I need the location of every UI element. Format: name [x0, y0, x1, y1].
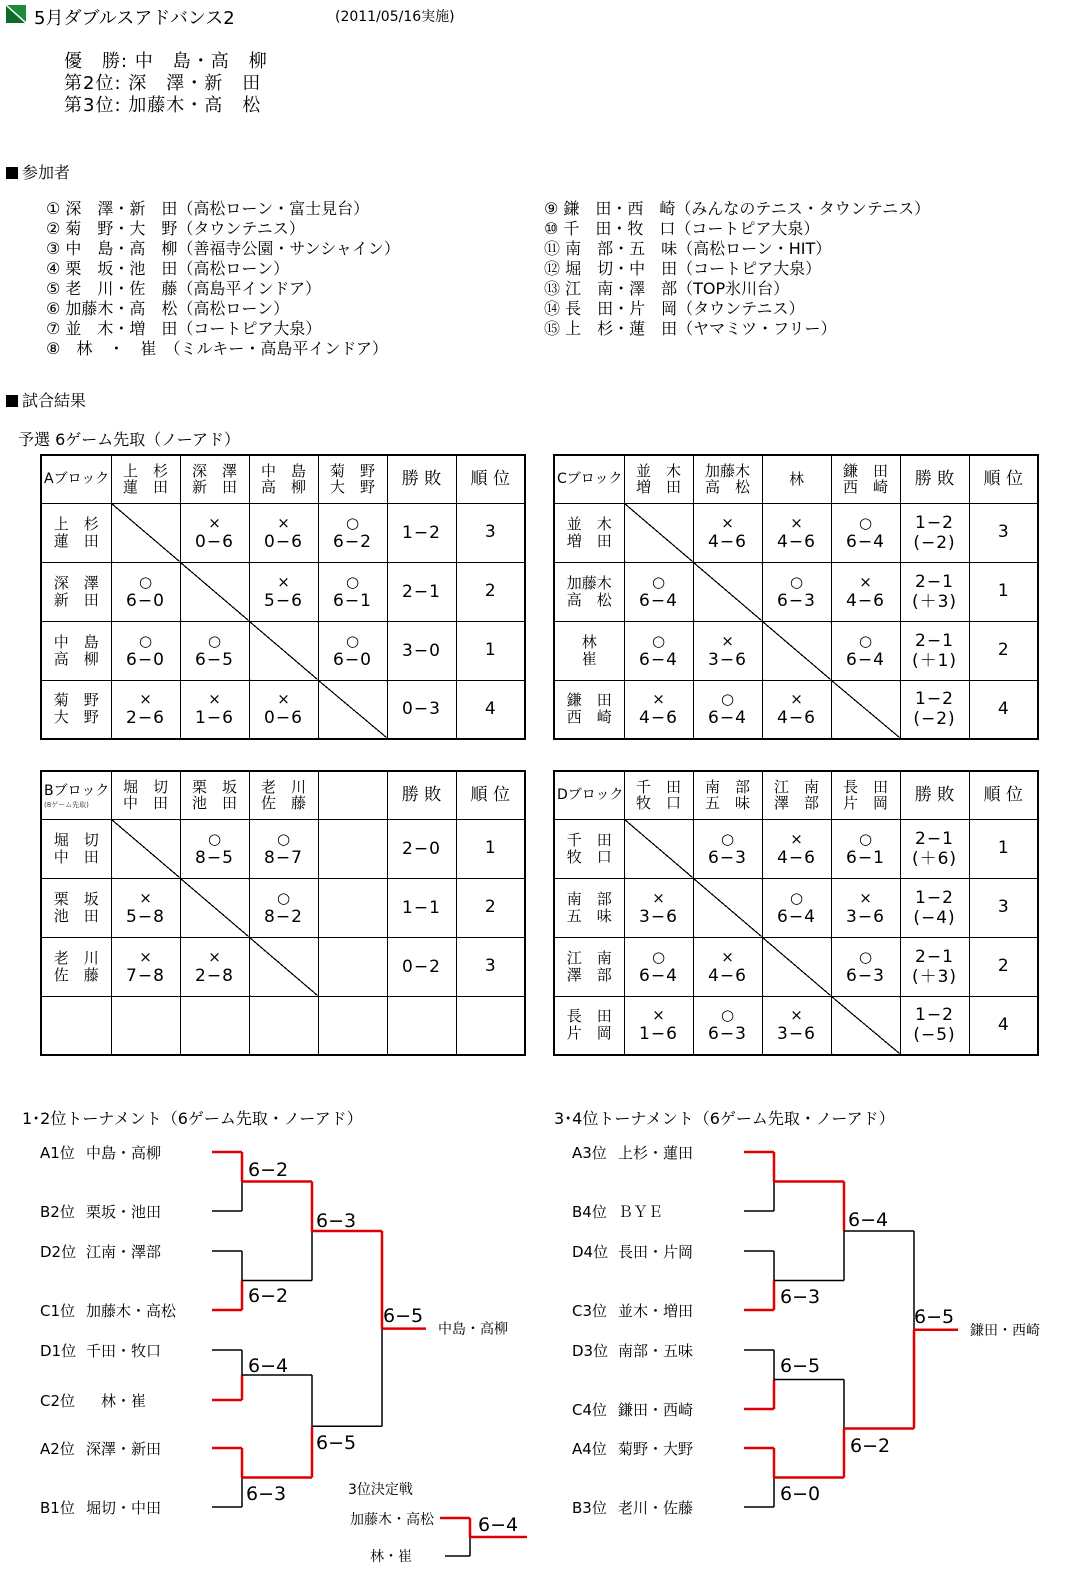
match-result-cell: ○ 6−1 — [831, 819, 900, 878]
row-player-name: 南 部 五 味 — [554, 878, 624, 937]
seed-label: A3位 — [572, 1144, 607, 1162]
match-result-cell: ○ 6−3 — [762, 562, 831, 621]
win-loss-cell: 1−1 — [387, 878, 456, 937]
third-place-heading: 3位決定戦 — [348, 1482, 413, 1498]
participant-entry: ⑦ 並 木・増 田（コートピア大泉） — [46, 319, 322, 338]
win-loss-cell: 2−1 (＋1) — [900, 621, 969, 680]
win-loss-cell: 0−3 — [387, 680, 456, 739]
rank-header: 順 位 — [456, 455, 525, 503]
block-label: Cブロック — [554, 455, 624, 503]
match-result-cell: × 4−6 — [762, 680, 831, 739]
match-result-cell: × 2−8 — [180, 937, 249, 996]
win-loss-cell: 1−2 (−5) — [900, 996, 969, 1055]
participant-entry: ⑧ 林 ・ 崔 （ミルキー・高島平インドア） — [46, 339, 388, 358]
seed-label: A2位 — [40, 1440, 75, 1458]
prelim-heading: 予選 6ゲーム先取（ノーアド） — [18, 430, 240, 449]
match-score: 6−3 — [316, 1210, 357, 1232]
win-loss-cell: 1−2 (−2) — [900, 680, 969, 739]
match-result-cell: ○ 6−4 — [624, 937, 693, 996]
match-result-cell: ○ 6−4 — [624, 562, 693, 621]
rank-cell: 3 — [456, 503, 525, 562]
match-result-cell: ○ 6−3 — [693, 819, 762, 878]
match-score: 6−4 — [248, 1355, 289, 1377]
match-score: 6−5 — [780, 1355, 821, 1377]
winner-names: 中 島・高 柳 — [134, 51, 268, 72]
bracket-player-name: 千田・牧口 — [86, 1342, 162, 1360]
match-score: 6−3 — [780, 1286, 821, 1308]
match-result-cell: ○ 8−2 — [249, 878, 318, 937]
seed-label: C2位 — [40, 1392, 76, 1410]
participant-entry: ③ 中 島・高 柳（善福寺公園・サンシャイン） — [46, 239, 400, 258]
match-result-cell: × 3−6 — [624, 878, 693, 937]
column-player-name: 鎌 田 西 崎 — [831, 455, 900, 503]
participants-heading: 参加者 — [6, 160, 70, 183]
participant-entry: ④ 栗 坂・池 田（高松ローン） — [46, 259, 290, 278]
match-result-cell: × 4−6 — [693, 937, 762, 996]
seed-label: C1位 — [40, 1302, 76, 1320]
rank-cell: 1 — [456, 819, 525, 878]
column-player-name: 南 部 五 味 — [693, 771, 762, 819]
row-player-name: 並 木 増 田 — [554, 503, 624, 562]
winner-rank: 第2位: — [64, 73, 122, 94]
match-result-cell: ○ 6−5 — [180, 621, 249, 680]
match-result-cell: × 3−6 — [762, 996, 831, 1055]
participant-entry: ⑭ 長 田・片 岡（タウンテニス） — [544, 299, 805, 318]
match-score: 6−5 — [316, 1432, 357, 1454]
bracket-player-name: 長田・片岡 — [618, 1243, 694, 1261]
block-label: Bブロック (8ゲーム先取) — [41, 771, 111, 819]
match-result-cell: × 1−6 — [180, 680, 249, 739]
column-player-name: 並 木 増 田 — [624, 455, 693, 503]
bracket-player-name: 加藤木・高松 — [86, 1302, 177, 1320]
column-player-name: 菊 野 大 野 — [318, 455, 387, 503]
bracket-player-name: 菊野・大野 — [618, 1440, 694, 1458]
champion-name: 鎌田・西崎 — [970, 1322, 1040, 1339]
rank-cell: 4 — [969, 996, 1038, 1055]
seed-label: D1位 — [40, 1342, 77, 1360]
match-result-cell: × 4−6 — [624, 680, 693, 739]
match-result-cell: ○ 8−7 — [249, 819, 318, 878]
match-result-cell: ○ 6−0 — [111, 562, 180, 621]
match-result-cell: × 4−6 — [762, 503, 831, 562]
seed-label: D2位 — [40, 1243, 77, 1261]
row-player-name: 老 川 佐 藤 — [41, 937, 111, 996]
match-score: 6−5 — [383, 1305, 424, 1327]
row-player-name: 中 島 高 柳 — [41, 621, 111, 680]
tournament34-heading: 3･4位トーナメント（6ゲーム先取・ノーアド） — [554, 1109, 895, 1128]
match-result-cell: ○ 6−0 — [111, 621, 180, 680]
win-loss-cell: 3−0 — [387, 621, 456, 680]
participant-entry: ⑮ 上 杉・蓮 田（ヤマミツ・フリー） — [544, 319, 837, 338]
rank-cell: 3 — [969, 503, 1038, 562]
rank-cell: 3 — [456, 937, 525, 996]
participant-entry: ⑨ 鎌 田・西 崎（みんなのテニス・タウンテニス） — [544, 199, 931, 218]
row-player-name: 深 澤 新 田 — [41, 562, 111, 621]
match-result-cell: × 0−6 — [249, 680, 318, 739]
match-result-cell: × 5−6 — [249, 562, 318, 621]
results-heading: 試合結果 — [6, 388, 86, 411]
seed-label: B1位 — [40, 1499, 75, 1517]
winner-rank: 第3位: — [64, 95, 122, 116]
win-loss-cell: 1−2 (−2) — [900, 503, 969, 562]
win-loss-cell: 1−2 (−4) — [900, 878, 969, 937]
column-player-name: 中 島 高 柳 — [249, 455, 318, 503]
participant-entry: ① 深 澤・新 田（高松ローン・富士見台） — [46, 199, 370, 218]
win-loss-cell: 2−1 (＋3) — [900, 937, 969, 996]
match-result-cell: × 0−6 — [249, 503, 318, 562]
seed-label: D3位 — [572, 1342, 609, 1360]
seed-label: C4位 — [572, 1401, 608, 1419]
bracket-player-name: ＢＹＥ — [618, 1203, 664, 1221]
rank-cell: 2 — [969, 621, 1038, 680]
match-score: 6−0 — [780, 1483, 821, 1505]
rank-cell: 2 — [969, 937, 1038, 996]
bracket-player-name: 南部・五味 — [618, 1342, 694, 1360]
win-loss-cell: 0−2 — [387, 937, 456, 996]
match-score: 6−2 — [248, 1159, 289, 1181]
column-player-name: 千 田 牧 口 — [624, 771, 693, 819]
match-result-cell: × 1−6 — [624, 996, 693, 1055]
column-player-name: 栗 坂 池 田 — [180, 771, 249, 819]
seed-label: A1位 — [40, 1144, 75, 1162]
winner-names: 加藤木・高 松 — [128, 95, 262, 116]
third-place-player: 林・崔 — [370, 1549, 412, 1565]
third-place-score: 6−4 — [478, 1514, 519, 1536]
participant-entry: ⑥ 加藤木・高 松（高松ローン） — [46, 299, 290, 318]
row-player-name: 長 田 片 岡 — [554, 996, 624, 1055]
match-result-cell: ○ 6−4 — [831, 621, 900, 680]
match-result-cell: ○ 6−4 — [693, 680, 762, 739]
win-loss-cell: 2−1 (＋3) — [900, 562, 969, 621]
bracket-player-name: 鎌田・西崎 — [618, 1401, 694, 1419]
column-player-name: 加藤木 高 松 — [693, 455, 762, 503]
bracket-player-name: 上杉・蓮田 — [618, 1144, 694, 1162]
page-title: 5月ダブルスアドバンス2 — [34, 8, 235, 29]
column-player-name: 老 川 佐 藤 — [249, 771, 318, 819]
rank-cell: 3 — [969, 878, 1038, 937]
participant-entry: ⑫ 堀 切・中 田（コートピア大泉） — [544, 259, 822, 278]
match-score: 6−4 — [848, 1209, 889, 1231]
bracket-player-name: 林・崔 — [86, 1392, 147, 1410]
match-result-cell: × 7−8 — [111, 937, 180, 996]
rank-header: 順 位 — [969, 455, 1038, 503]
column-player-name: 林 — [762, 455, 831, 503]
match-result-cell: × 3−6 — [831, 878, 900, 937]
match-result-cell: ○ 8−5 — [180, 819, 249, 878]
seed-label: B4位 — [572, 1203, 607, 1221]
column-player-name: 長 田 片 岡 — [831, 771, 900, 819]
match-result-cell: × 4−6 — [831, 562, 900, 621]
match-score: 6−2 — [248, 1285, 289, 1307]
row-player-name: 菊 野 大 野 — [41, 680, 111, 739]
match-result-cell: ○ 6−3 — [693, 996, 762, 1055]
row-player-name: 鎌 田 西 崎 — [554, 680, 624, 739]
seed-label: A4位 — [572, 1440, 607, 1458]
rank-cell: 4 — [456, 680, 525, 739]
seed-label: C3位 — [572, 1302, 608, 1320]
row-player-name: 栗 坂 池 田 — [41, 878, 111, 937]
bracket-player-name: 堀切・中田 — [86, 1499, 162, 1517]
bracket-player-name: 江南・澤部 — [86, 1243, 162, 1261]
match-result-cell: × 2−6 — [111, 680, 180, 739]
match-result-cell: ○ 6−3 — [831, 937, 900, 996]
winner-names: 深 澤・新 田 — [128, 73, 262, 94]
block-label: Dブロック — [554, 771, 624, 819]
win-loss-cell: 2−1 — [387, 562, 456, 621]
rank-cell: 2 — [456, 878, 525, 937]
row-player-name: 林 崔 — [554, 621, 624, 680]
champion-name: 中島・高柳 — [438, 1321, 508, 1338]
winner-rank: 優 勝: — [64, 51, 129, 72]
win-loss-header: 勝 敗 — [387, 771, 456, 819]
bracket-player-name: 中島・高柳 — [86, 1144, 162, 1162]
rank-cell: 1 — [969, 819, 1038, 878]
event-date: (2011/05/16実施) — [335, 9, 455, 25]
bracket-player-name: 栗坂・池田 — [86, 1203, 162, 1221]
tournament12-heading: 1･2位トーナメント（6ゲーム先取・ノーアド） — [22, 1109, 363, 1128]
rank-cell: 4 — [969, 680, 1038, 739]
row-player-name: 堀 切 中 田 — [41, 819, 111, 878]
match-score: 6−3 — [246, 1483, 287, 1505]
participant-entry: ⑤ 老 川・佐 藤（高島平インドア） — [46, 279, 321, 298]
rank-cell: 1 — [969, 562, 1038, 621]
row-player-name: 千 田 牧 口 — [554, 819, 624, 878]
rank-header: 順 位 — [456, 771, 525, 819]
match-score: 6−2 — [850, 1435, 891, 1457]
match-result-cell: × 5−8 — [111, 878, 180, 937]
participant-entry: ② 菊 野・大 野（タウンテニス） — [46, 219, 305, 238]
seed-label: B3位 — [572, 1499, 607, 1517]
bracket-player-name: 深澤・新田 — [86, 1440, 162, 1458]
column-player-name: 深 澤 新 田 — [180, 455, 249, 503]
row-player-name: 加藤木 高 松 — [554, 562, 624, 621]
bracket-player-name: 老川・佐藤 — [618, 1499, 694, 1517]
match-result-cell: ○ 6−1 — [318, 562, 387, 621]
seed-label: D4位 — [572, 1243, 609, 1261]
participant-entry: ⑪ 南 部・五 味（高松ローン・HIT） — [544, 239, 832, 258]
rank-header: 順 位 — [969, 771, 1038, 819]
win-loss-cell: 1−2 — [387, 503, 456, 562]
column-player-name: 堀 切 中 田 — [111, 771, 180, 819]
win-loss-cell: 2−0 — [387, 819, 456, 878]
match-result-cell: ○ 6−0 — [318, 621, 387, 680]
rank-cell: 1 — [456, 621, 525, 680]
row-player-name: 上 杉 蓮 田 — [41, 503, 111, 562]
match-score: 6−5 — [914, 1306, 955, 1328]
match-result-cell: × 3−6 — [693, 621, 762, 680]
match-result-cell: × 4−6 — [693, 503, 762, 562]
participant-entry: ⑬ 江 南・澤 部（TOP氷川台） — [544, 279, 790, 298]
win-loss-header: 勝 敗 — [900, 455, 969, 503]
match-result-cell: ○ 6−4 — [624, 621, 693, 680]
win-loss-cell: 2−1 (＋6) — [900, 819, 969, 878]
block-label: Aブロック — [41, 455, 111, 503]
participant-entry: ⑩ 千 田・牧 口（コートピア大泉） — [544, 219, 820, 238]
column-player-name: 江 南 澤 部 — [762, 771, 831, 819]
bracket-player-name: 並木・増田 — [618, 1302, 694, 1320]
match-result-cell: × 4−6 — [762, 819, 831, 878]
win-loss-header: 勝 敗 — [387, 455, 456, 503]
match-result-cell: ○ 6−4 — [831, 503, 900, 562]
seed-label: B2位 — [40, 1203, 75, 1221]
row-player-name: 江 南 澤 部 — [554, 937, 624, 996]
match-result-cell: ○ 6−2 — [318, 503, 387, 562]
third-place-player: 加藤木・高松 — [350, 1512, 434, 1528]
match-result-cell: ○ 6−4 — [762, 878, 831, 937]
match-result-cell: × 0−6 — [180, 503, 249, 562]
win-loss-header: 勝 敗 — [900, 771, 969, 819]
rank-cell: 2 — [456, 562, 525, 621]
column-player-name: 上 杉 蓮 田 — [111, 455, 180, 503]
